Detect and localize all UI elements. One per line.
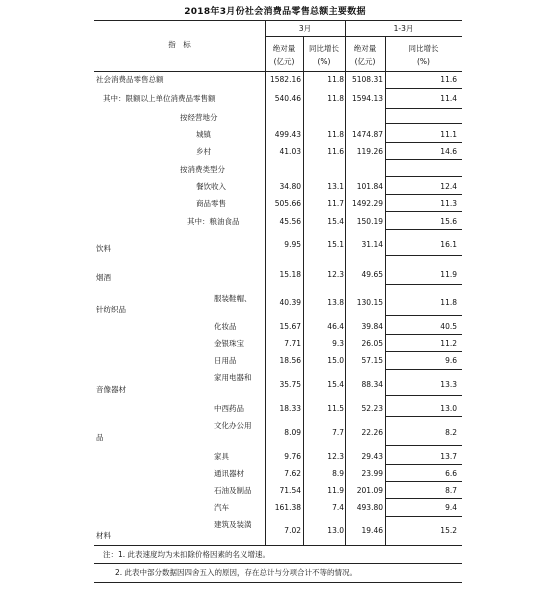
march-abs: 40.39 [279, 298, 301, 307]
march-yoy: 11.9 [327, 486, 344, 495]
row-rule [385, 108, 462, 109]
q1-abs: 22.26 [361, 428, 383, 437]
q1-yoy: 13.3 [440, 380, 457, 389]
row-label-line1: 文化办公用 [214, 421, 252, 430]
q1-yoy: 11.3 [440, 199, 457, 208]
row-label: 乡村 [196, 147, 211, 156]
march-abs: 34.80 [279, 182, 301, 191]
march-yoy: 15.1 [327, 240, 344, 249]
march-yoy: 13.1 [327, 182, 344, 191]
group-label-consumption: 按消费类型分 [180, 165, 225, 174]
row-rule [385, 123, 462, 124]
row-rule [385, 445, 462, 446]
q1-yoy: 15.6 [440, 217, 457, 226]
header-sub-divider [265, 36, 462, 37]
q1-yoy: 16.1 [440, 240, 457, 249]
march-abs: 505.66 [274, 199, 301, 208]
q1-yoy: 11.8 [440, 298, 457, 307]
march-abs: 35.75 [279, 380, 301, 389]
row-rule [385, 416, 462, 417]
q1-abs: 26.05 [361, 339, 383, 348]
q1-abs: 1474.87 [351, 130, 383, 139]
q1-yoy: 12.4 [440, 182, 457, 191]
row-rule [385, 194, 462, 195]
q1-yoy: 14.6 [440, 147, 457, 156]
row-rule [385, 211, 462, 212]
row-label: 通讯器材 [214, 469, 244, 478]
q1-yoy: 11.9 [440, 270, 457, 279]
row-rule [385, 464, 462, 465]
row-label-line1: 服装鞋帽、 [214, 294, 252, 303]
march-abs: 71.54 [279, 486, 301, 495]
row-label: 日用品 [214, 356, 237, 365]
row-label: 中西药品 [214, 404, 244, 413]
q1-abs: 23.99 [361, 469, 383, 478]
march-abs: 18.33 [279, 404, 301, 413]
q1-abs: 57.15 [361, 356, 383, 365]
table-bottom-border [94, 582, 462, 583]
row-rule [385, 516, 462, 517]
q1-abs: 201.09 [356, 486, 383, 495]
row-label-line2: 针纺织品 [96, 305, 126, 314]
q1-yoy: 11.2 [440, 339, 457, 348]
row-label-line1: 建筑及装潢 [214, 520, 252, 529]
q1-abs: 39.84 [361, 322, 383, 331]
row-label: 金银珠宝 [214, 339, 244, 348]
notes-top-border [94, 545, 462, 546]
q1-yoy: 40.5 [440, 322, 457, 331]
header-q1-yoy-2: (%) [417, 57, 430, 66]
group-label-location: 按经营地分 [180, 113, 218, 122]
march-abs: 161.38 [274, 503, 301, 512]
row-label: 其中：限额以上单位消费品零售额 [103, 94, 216, 103]
q1-abs: 119.26 [356, 147, 383, 156]
march-yoy: 46.4 [327, 322, 344, 331]
row-label-line2: 材料 [96, 531, 111, 540]
notes-mid-border [94, 563, 462, 564]
row-label: 烟酒 [96, 273, 111, 282]
q1-abs: 52.23 [361, 404, 383, 413]
header-march-yoy-1: 同比增长 [309, 44, 339, 53]
march-yoy: 12.3 [327, 452, 344, 461]
header-march-abs-1: 绝对量 [272, 44, 296, 53]
q1-abs: 150.19 [356, 217, 383, 226]
march-abs: 15.18 [279, 270, 301, 279]
row-rule [385, 315, 462, 316]
march-abs: 45.56 [279, 217, 301, 226]
q1-abs: 29.43 [361, 452, 383, 461]
header-q1-abs-2: (亿元) [354, 57, 376, 66]
march-abs: 499.43 [274, 130, 301, 139]
march-abs: 7.62 [284, 469, 301, 478]
march-abs: 540.46 [274, 94, 301, 103]
row-rule [385, 481, 462, 482]
march-yoy: 15.4 [327, 380, 344, 389]
row-label: 餐饮收入 [196, 182, 226, 191]
q1-yoy: 13.7 [440, 452, 457, 461]
note-2: 2. 此表中部分数据因四舍五入的原因，存在总计与分项合计不等的情况。 [115, 568, 358, 577]
header-q1-abs-1: 绝对量 [353, 44, 377, 53]
march-yoy: 11.8 [327, 94, 344, 103]
row-rule [385, 395, 462, 396]
march-yoy: 11.6 [327, 147, 344, 156]
row-label: 城镇 [196, 130, 211, 139]
row-rule [385, 255, 462, 256]
table-top-border [94, 20, 462, 21]
q1-abs: 1594.13 [351, 94, 383, 103]
table-title: 2018年3月份社会消费品零售总额主要数据 [184, 7, 366, 17]
march-yoy: 15.0 [327, 356, 344, 365]
q1-yoy: 11.6 [440, 75, 457, 84]
row-label: 家具 [214, 452, 229, 461]
q1-yoy: 9.4 [445, 503, 457, 512]
header-q1-yoy-1: 同比增长 [408, 44, 439, 53]
row-rule [385, 176, 462, 177]
q1-yoy: 13.0 [440, 404, 457, 413]
q1-yoy: 8.7 [445, 486, 457, 495]
march-abs: 18.56 [279, 356, 301, 365]
march-abs: 15.67 [279, 322, 301, 331]
q1-yoy: 6.6 [445, 469, 457, 478]
header-bottom-border [94, 71, 462, 72]
q1-abs: 101.84 [356, 182, 383, 191]
march-yoy: 9.3 [332, 339, 344, 348]
row-rule [385, 369, 462, 370]
q1-abs: 130.15 [356, 298, 383, 307]
header-march-yoy-2: (%) [317, 57, 331, 66]
q1-abs: 5108.31 [351, 75, 383, 84]
march-yoy: 13.8 [327, 298, 344, 307]
row-rule [385, 159, 462, 160]
march-yoy: 11.7 [327, 199, 344, 208]
march-abs: 1582.16 [269, 75, 301, 84]
row-label-line1: 家用电器和 [214, 373, 252, 382]
march-yoy: 15.4 [327, 217, 344, 226]
march-yoy: 7.4 [332, 503, 344, 512]
march-yoy: 7.7 [332, 428, 344, 437]
march-yoy: 11.8 [327, 130, 344, 139]
row-label: 社会消费品零售总额 [96, 75, 164, 84]
row-label-line2: 音像器材 [96, 385, 126, 394]
row-rule [385, 229, 462, 230]
march-yoy: 12.3 [327, 270, 344, 279]
q1-yoy: 11.4 [440, 94, 457, 103]
row-label: 其中：粮油食品 [187, 217, 240, 226]
march-yoy: 8.9 [332, 469, 344, 478]
row-rule [385, 284, 462, 285]
q1-abs: 88.34 [361, 380, 383, 389]
march-abs: 7.02 [284, 526, 301, 535]
march-abs: 41.03 [279, 147, 301, 156]
row-label: 饮料 [96, 244, 111, 253]
header-march: 3月 [298, 24, 312, 33]
row-rule [385, 351, 462, 352]
q1-yoy: 9.6 [445, 356, 457, 365]
march-yoy: 11.5 [327, 404, 344, 413]
q1-abs: 493.80 [356, 503, 383, 512]
q1-abs: 31.14 [361, 240, 383, 249]
header-indicator: 指 标 [168, 40, 191, 49]
q1-abs: 19.46 [361, 526, 383, 535]
row-label-line2: 品 [96, 433, 104, 442]
row-rule [385, 334, 462, 335]
row-rule [385, 88, 462, 89]
row-label: 化妆品 [214, 322, 237, 331]
q1-yoy: 15.2 [440, 526, 457, 535]
row-label: 商品零售 [196, 199, 226, 208]
header-q1: 1-3月 [393, 24, 414, 33]
row-rule [385, 498, 462, 499]
march-abs: 8.09 [284, 428, 301, 437]
march-abs: 7.71 [284, 339, 301, 348]
q1-yoy: 11.1 [440, 130, 457, 139]
march-yoy: 11.8 [327, 75, 344, 84]
row-label: 汽车 [214, 503, 229, 512]
q1-abs: 1492.29 [351, 199, 383, 208]
q1-abs: 49.65 [361, 270, 383, 279]
q1-yoy: 8.2 [445, 428, 457, 437]
row-rule [385, 142, 462, 143]
march-abs: 9.95 [284, 240, 301, 249]
row-label: 石油及制品 [214, 486, 252, 495]
header-march-abs-2: (亿元) [273, 57, 295, 66]
march-abs: 9.76 [284, 452, 301, 461]
note-1: 注：1. 此表速度均为未扣除价格因素的名义增速。 [103, 550, 271, 559]
march-yoy: 13.0 [327, 526, 344, 535]
